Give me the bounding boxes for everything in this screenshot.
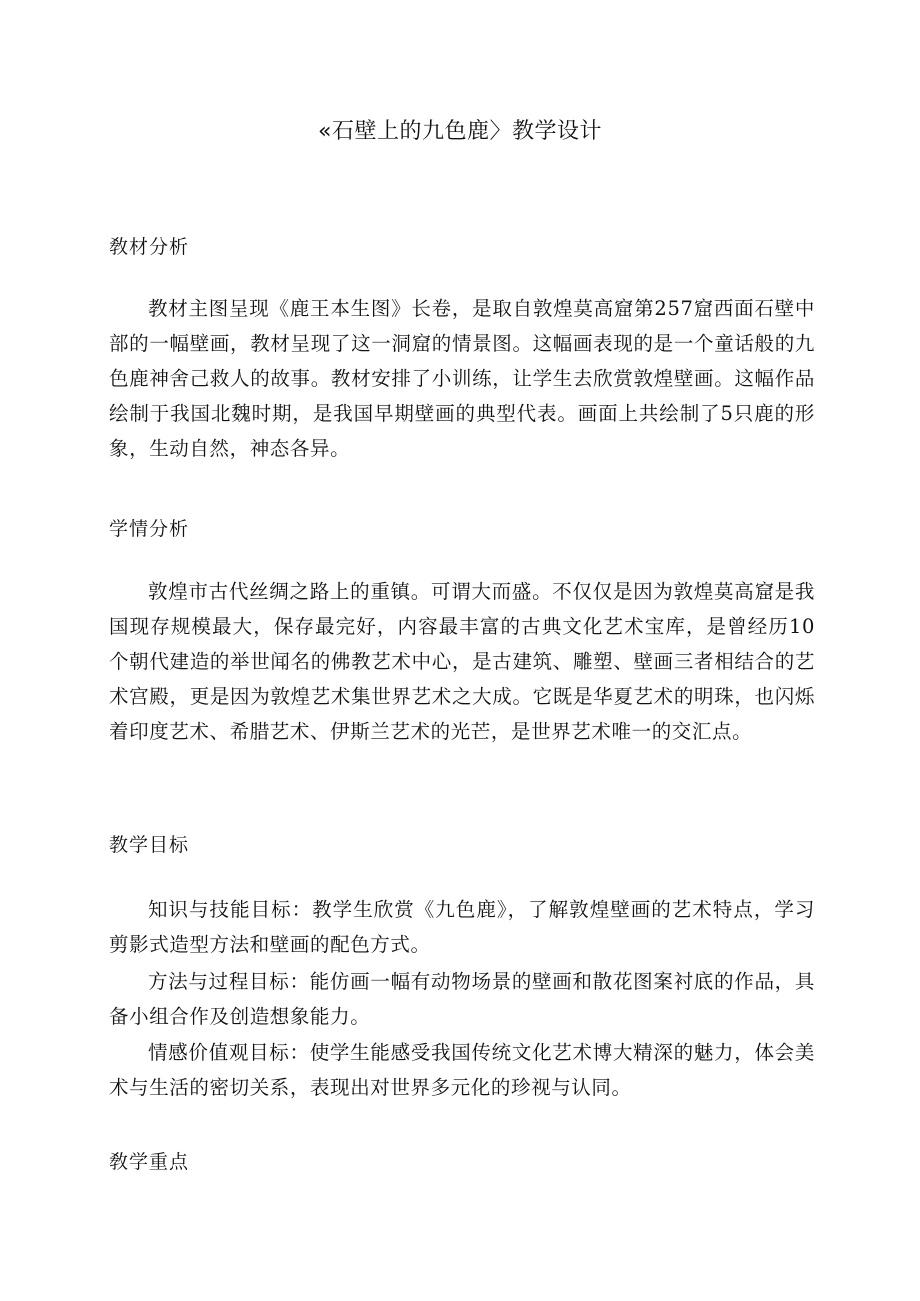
- section-heading-learner-analysis: 学情分析: [109, 518, 190, 540]
- section-heading-teaching-focus: 敎学重点: [109, 1151, 190, 1173]
- paragraph-method-process-objective: 方法与过程目标：能仿画一幅有动物场景的壁画和散花图案衬底的作品，具备小组合作及创造想象能力。: [109, 970, 815, 1028]
- section-heading-textbook-analysis: 敎材分析: [109, 236, 190, 258]
- page-title: «石壁上的九色鹿〉教学设计: [318, 119, 602, 144]
- paragraph-knowledge-skills-objective: 知识与技能目标：教学生欣赏《九色鹿》，了解敦煌壁画的艺术特点，学习剪影式造型方法和壁画的配色方式。: [109, 898, 815, 956]
- paragraph-emotion-values-objective: 情感价值观目标：使学生能感受我国传统文化艺术博大精深的魅力，体会美术与生活的密切关系，表现出对世界多元化的珍视与认同。: [109, 1041, 815, 1099]
- paragraph-textbook-analysis: 教材主图呈现《鹿王本生图》长卷，是取自敦煌莫高窟第257窟西面石壁中部的一幅壁画，教材呈现了这一洞窟的情景图。这幅画表现的是一个童话般的九色鹿神舍己救人的故事。教材安排了小训练，让学生去欣赏敦煌壁画。这幅作品绘制于我国北魏时期，是我国早期壁画的典型代表。画面上共绘制了5只鹿的形象，生动自然，神态各异。: [109, 297, 815, 460]
- section-heading-teaching-objectives: 教学目标: [109, 834, 190, 856]
- paragraph-learner-analysis: 敦煌市古代丝绸之路上的重镇。可谓大而盛。不仅仅是因为敦煌莫高窟是我国现存规模最大，保存最完好，内容最丰富的古典文化艺术宝库，是曾经历10个朝代建造的举世闻名的佛教艺术中心，是古建筑、雕塑、壁画三者相结合的艺术宫殿，更是因为敦煌艺术集世界艺术之大成。它既是华夏艺术的明珠，也闪烁着印度艺术、希腊艺术、伊斯兰艺术的光芒，是世界艺术唯一的交汇点。: [109, 580, 815, 743]
